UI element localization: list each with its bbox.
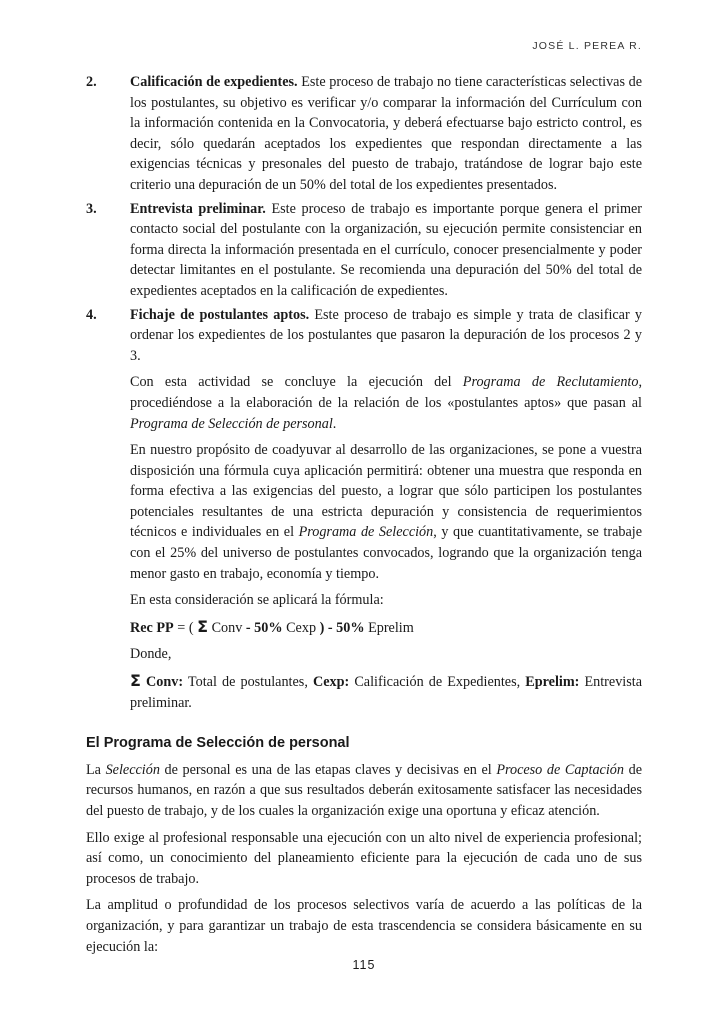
formula-intro: En esta consideración se aplicará la fórmula:: [130, 592, 384, 609]
formula-close-minus-50: ) - 50%: [319, 619, 365, 636]
list-item-2: [86, 72, 642, 196]
text-run: de personal es una de las etapas claves y decisivas en el: [159, 761, 497, 778]
formula-lhs: Rec PP: [130, 619, 174, 636]
purpose-paragraph: [130, 440, 642, 584]
text-run: La: [86, 761, 106, 778]
formula-legend: [130, 671, 642, 713]
page-number: 115: [352, 958, 376, 972]
formula: [130, 617, 642, 639]
legend-cexp-text: Calificación de Expedientes,: [349, 674, 526, 691]
emphasis-programa-reclutamiento: Programa de Reclutamiento: [462, 374, 639, 391]
running-header-author: JOSÉ L. PEREA R.: [532, 40, 642, 52]
emphasis-proceso-captacion: Proceso de Captación: [496, 761, 624, 778]
emphasis-programa-seleccion: Programa de Selección: [298, 524, 434, 541]
page-content: [86, 72, 642, 963]
list-item-body: Este proceso de trabajo es simple y trata de clasificar y ordenar los expedientes de los postulantes que pasaron la depuración de los procesos 2 y 3.: [130, 306, 642, 364]
list-item-text: [130, 199, 642, 302]
sigma-symbol: Σ: [197, 616, 209, 636]
text-run: de recursos humanos, en razón a que sus resultados deberán exitosamente satisfacer las necesidades del puesto de trabajo, y de los cuales la organización exige una oportuna y eficaz atención.: [86, 761, 642, 819]
legend-conv-text: Total de postulantes,: [183, 674, 313, 691]
legend-cexp-label: Cexp:: [312, 674, 350, 691]
list-item-text: [130, 305, 642, 367]
text-run: , y que cuantitativamente, se trabaje con el 25% del universo de postulantes convocados, logrando que la organización tenga menor gasto en trabajo, economía y tiempo.: [130, 524, 642, 582]
list-item-text: [130, 72, 642, 196]
formula-equals: = (: [173, 619, 198, 636]
text-run: , procediéndose a la elaboración de la relación de los «postulantes aptos» que pasan al: [130, 374, 642, 411]
list-item-body: Este proceso de trabajo no tiene características selectivas de los postulantes, su objetivo es verificar y/o comparar la información del Currículum con la información contenida en la Convocatoria, y deberá efectuarse bajo estricto control, es decir, sólo quedarán aceptados los expedientes que respondan directamente a las exigencias técnicas y presonales del puesto de trabajo, tratándose de lograr bajo este criterio una depuración de un 50% del total de los expedientes presentados.: [130, 74, 642, 193]
donde-label: Donde,: [130, 646, 172, 663]
conclusion-paragraph: [130, 372, 642, 434]
legend-eprelim-label: Eprelim:: [525, 674, 580, 691]
list-number: 3.: [86, 200, 97, 217]
list-item-title: Calificación de expedientes.: [130, 74, 298, 90]
legend-eprelim-text: Entrevista preliminar.: [130, 674, 642, 711]
formula-minus-50: - 50%: [245, 619, 283, 636]
list-item-title: Entrevista preliminar.: [130, 200, 266, 217]
legend-conv-label: Conv:: [140, 674, 184, 691]
section-heading: El Programa de Selección de personal: [86, 735, 350, 752]
sigma-symbol: Σ: [130, 671, 141, 691]
formula-conv: Conv: [208, 619, 246, 636]
text-run: En nuestro propósito de coadyuvar al desarrollo de las organizaciones, se pone a vuestra disposición una fórmula cuya aplicación permitirá: obtener una muestra que responda en forma efectiva a las exigencias del puesto, a lograr que sólo participen los postulantes potenciales resultantes de una estricta depuración y consistencia de requerimientos técnicos e individuales en el: [130, 442, 642, 541]
formula-cexp: Cexp: [282, 619, 320, 636]
item-4-continuation: [86, 372, 642, 713]
section-paragraph-2: Ello exige al profesional responsable una ejecución con un alto nivel de experiencia profesional; así como, un conocimiento del planeamiento eficiente para la ejecución de cada uno de sus procesos de trabajo.: [86, 829, 642, 887]
list-item-body: Este proceso de trabajo es importante porque genera el primer contacto social del postulante con la organización, su ejecución permite consistenciar en forma directa la información presentada en el currículo, conocer presencialmente y poder detectar limitantes en el postulante. Se recomienda una depuración del 50% del total de expedientes aceptados en la calificación de expedientes.: [130, 200, 642, 299]
list-item-title: Fichaje de postulantes aptos.: [130, 306, 310, 323]
section-paragraph-3: La amplitud o profundidad de los procesos selectivos varía de acuerdo a las políticas de la organización, y para garantizar un trabajo de esta trascendencia se considera básicamente en su ejecución la:: [86, 897, 642, 955]
text-run: .: [332, 415, 337, 432]
emphasis-programa-seleccion: Programa de Selección de personal: [130, 415, 333, 432]
text-run: Con esta actividad se concluye la ejecución del: [130, 374, 463, 391]
formula-eprelim: Eprelim: [364, 619, 414, 636]
list-item-4: [86, 305, 642, 367]
emphasis-seleccion: Selección: [105, 761, 160, 778]
list-item-3: [86, 199, 642, 302]
list-number: 4.: [86, 306, 97, 323]
list-number: 2.: [86, 74, 97, 90]
section-paragraph-1: [86, 760, 642, 822]
